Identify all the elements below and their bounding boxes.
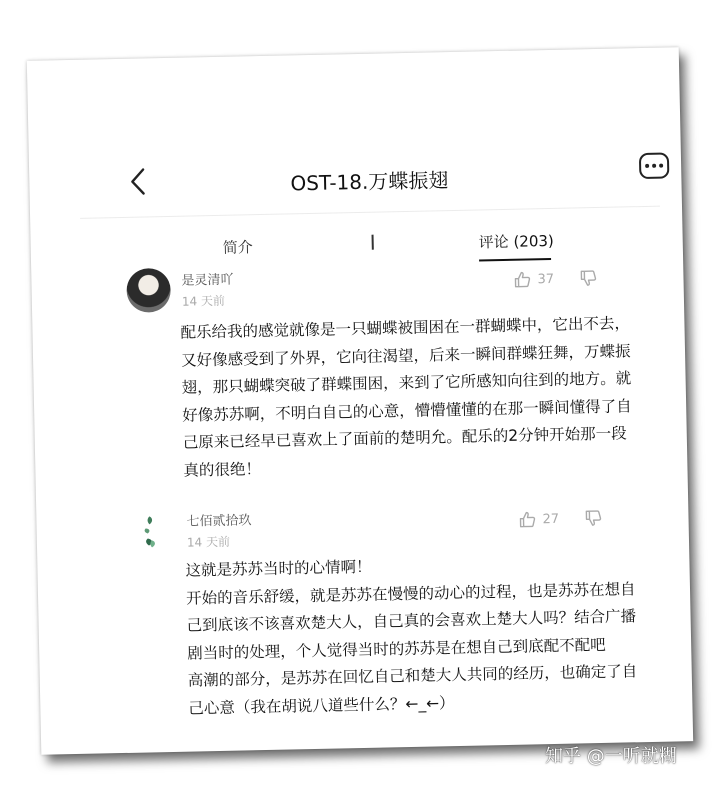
tab-separator	[372, 235, 374, 250]
comment-username[interactable]: 七佰贰拾玖	[186, 513, 252, 530]
avatar[interactable]	[126, 268, 171, 313]
thumbs-down-icon	[584, 509, 602, 527]
comment-paragraph: 配乐给我的感觉就像是一只蝴蝶被围困在一群蝴蝶中，它出不去，又好像感受到了外界，它向往渴望，后来一瞬间群蝶狂舞，万蝶振翅，那只蝴蝶突破了群蝶围困，来到了它所感知向往到的地方。就好像苏苏啊，不明白自己的心意，懵懵懂懂的在那一瞬间懂得了自己原来已经早已喜欢上了面前的楚明允。配乐的2分钟开始那一段真的很绝！	[180, 314, 632, 480]
tab-intro[interactable]: 简介	[222, 238, 253, 257]
header-divider	[80, 206, 660, 219]
like-count: 27	[542, 511, 560, 527]
thumbs-up-icon	[513, 270, 531, 288]
more-dot	[652, 164, 656, 168]
comment-paragraph: 高潮的部分，是苏苏在回忆自己和楚大人共同的经历，也确定了自己心意（我在胡说八道些什么？←_←）	[187, 662, 638, 718]
page-title: OST-18.万蝶振翅	[290, 168, 449, 196]
thumbs-down-icon	[579, 269, 597, 287]
thumbs-up-icon	[518, 510, 536, 528]
more-dots-icon	[645, 164, 649, 168]
more-dot	[659, 164, 663, 168]
app-screen	[78, 108, 672, 800]
dislike-button[interactable]	[579, 269, 597, 291]
avatar[interactable]	[131, 510, 176, 555]
active-tab-indicator	[479, 258, 551, 262]
comment-paragraph: 开始的音乐舒缓，就是苏苏在慢慢的动心的过程，也是苏苏在想自己到底该不该喜欢楚大人，自己真的会喜欢上楚大人吗？结合广播剧当时的处理，个人觉得当时的苏苏是在想自己到底配不配吧	[185, 579, 637, 663]
comment-body	[185, 548, 646, 723]
comment-body	[180, 310, 641, 485]
like-button[interactable]	[513, 270, 554, 289]
watermark: 知乎 @一听就糊	[545, 746, 677, 767]
dislike-button[interactable]	[584, 509, 602, 531]
like-count: 37	[537, 271, 555, 287]
comment-paragraph: 这就是苏苏当时的心情啊！	[185, 557, 372, 580]
leaf-avatar-icon	[131, 510, 176, 555]
more-options-button[interactable]	[639, 152, 670, 179]
comment-time: 14 天前	[181, 293, 226, 309]
comment-time: 14 天前	[186, 534, 231, 550]
comment-username[interactable]: 是灵清吖	[181, 272, 234, 289]
tab-comments[interactable]: 评论 (203)	[478, 231, 554, 252]
screenshot-paper	[27, 47, 693, 755]
like-button[interactable]	[518, 510, 559, 529]
